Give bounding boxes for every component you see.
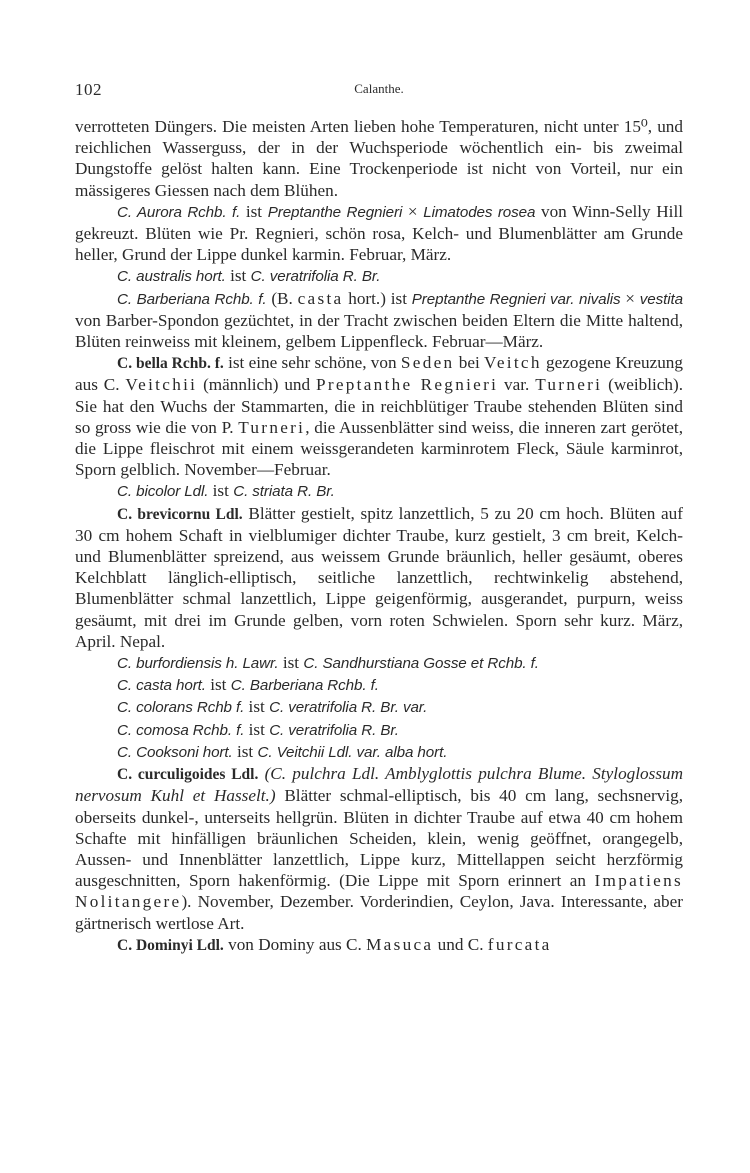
species-name: C. australis hort. [117, 268, 226, 286]
entry-c-aurora: C. Aurora Rchb. f. ist Preptanthe Regnieri × Limatodes rosea von Winn-Selly Hill gekreuzt. Blüten wie Pr. Regnieri, schön rosa, Kelch- und Blumenblätter am Grunde heller, Grund der Lippe dunkel karmin. Februar, März. [75, 201, 684, 265]
entry-c-comosa: C. comosa Rchb. f. ist C. veratrifolia R. Br. [117, 719, 399, 739]
hybrid-parent: Preptanthe Regnieri [267, 203, 403, 221]
synonym-list: (C. pulchra Ldl. Amblyglottis pulchra Blume. Styloglossum nervosum Kuhl et Hasselt.) [75, 764, 684, 806]
paragraph-continuation: verrotteten Düngers. Die meisten Arten lieben hohe Temperaturen, nicht unter 15⁰, und reichlichen Wasserguss, der in der Wuchsperiode wöchentlich ein- bis zweimal Dungstoffe gelöst halten kann. Eine Trockenperiode ist nicht von Vorteil, nur ein mässigeres Giessen nach dem Blühen. [75, 117, 683, 200]
page-body [75, 116, 683, 956]
species-name: C. Aurora Rchb. f. [117, 203, 241, 221]
hybrid-parent: vestita [639, 290, 683, 308]
species-name: C. Barberiana Rchb. f. [117, 290, 267, 308]
synonym-target: C. veratrifolia R. Br. [250, 268, 381, 286]
entry-c-casta: C. casta hort. ist C. Barberiana Rchb. f. [117, 675, 379, 695]
synonym-target: C. veratrifolia R. Br. [269, 721, 399, 739]
hybrid-parent: Limatodes rosea [423, 203, 536, 221]
entry-c-bicolor: C. bicolor Ldl. ist C. striata R. Br. [117, 481, 335, 501]
entry-c-australis: C. australis hort. ist C. veratrifolia R. Br. [117, 266, 381, 286]
hybrid-parent: Preptanthe Regnieri var. nivalis [411, 290, 621, 308]
entry-c-cooksoni: C. Cooksoni hort. ist C. Veitchii Ldl. var. alba hort. [117, 741, 448, 761]
hybrid-cross-symbol: × [402, 201, 424, 221]
page-number: 102 [75, 80, 102, 99]
species-name: C. brevicornu Ldl. [117, 505, 243, 523]
entry-c-burfordiensis: C. burfordiensis h. Lawr. ist C. Sandhurstiana Gosse et Rchb. f. [117, 653, 539, 673]
species-name: C. casta hort. [117, 677, 206, 695]
entry-c-barberiana: C. Barberiana Rchb. f. (B. casta hort.) ist Preptanthe Regnieri var. nivalis × vestita von Barber-Spondon gezüchtet, in der Tracht zwischen beiden Eltern die Mitte haltend, Blüten reinweiss mit kleinem, gelbem Lippenfleck. Februar—März. [75, 288, 683, 352]
synonym-target: C. veratrifolia R. Br. var. [269, 699, 428, 717]
species-name: C. comosa Rchb. f. [117, 721, 245, 739]
species-name: C. Cooksoni hort. [117, 743, 233, 761]
page-header [75, 80, 683, 102]
entry-c-curculigoides: C. curculigoides Ldl. (C. pulchra Ldl. Amblyglottis pulchra Blume. Styloglossum nervosum Kuhl et Hasselt.) Blätter schmal-elliptisch, bis 40 cm lang, sechsnervig, oberseits dunkel-, unterseits hellgrün. Blüten in dichter Traube auf etwa 40 cm hohem Schafte mit hinfälligen bräunlichen Scheiden, klein, wenig geöffnet, orangegelb, Aussen- und Innenblätter lanzettlich, Lippe kurz, Mittellappen seicht herzförmig ausgeschnitten, Sporn hakenförmig. (Die Lippe mit Sporn erinnert an Impatiens Nolitangere). November, Dezember. Vorderindien, Ceylon, Java. Interessante, aber gärtnerisch wertlose Art. [75, 764, 684, 933]
entry-c-bella: C. bella Rchb. f. ist eine sehr schöne, von Seden bei Veitch gezogene Kreuzung aus C. Veitchii (männlich) und Preptanthe Regnieri var. Turneri (weiblich). Sie hat den Wuchs der Stammarten, die in reichblütiger Traube stehenden Blüten sind so gross wie die von P. Turneri, die Aussenblätter sind weiss, die inneren zart gerötet, die Lippe fleischrot mit einem weissgerandeten karminrotem Fleck, Säule karminrot, Sporn gelblich. November—Februar. [75, 353, 684, 480]
synonym-target: C. striata R. Br. [233, 483, 335, 501]
species-name: C. Dominyi Ldl. [117, 936, 224, 954]
person-name: Veitch [484, 353, 542, 373]
species-name: C. colorans Rchb f. [117, 699, 245, 717]
species-name: C. bicolor Ldl. [117, 483, 209, 501]
running-head: Calanthe. [354, 81, 404, 96]
entry-c-brevicornu: C. brevicornu Ldl. Blätter gestielt, spitz lanzettlich, 5 zu 20 cm hoch. Blüten auf 30 cm hohem Schaft in vielblumiger dichter Traube, kurz gestielt, 3 cm breit, Kelch- und Blumenblätter spreizend, aus weissem Grunde bräunlich, heller gesäumt, oberes Kelchblatt länglich-elliptisch, seitliche lanzettlich, rechtwinkelig abstehend, Blumenblätter schmal lanzettlich, Lippe geigenförmig, ausgerandet, purpurn, weiss gesäumt, mit drei im Grunde gelben, vorn roten Schwielen. Sporn sehr kurz. März, April. Nepal. [75, 503, 683, 651]
synonym-target: C. Veitchii Ldl. var. alba hort. [257, 743, 448, 761]
entry-c-colorans: C. colorans Rchb f. ist C. veratrifolia R. Br. var. [117, 697, 428, 717]
entry-c-dominyi: C. Dominyi Ldl. von Dominy aus C. Masuca und C. furcata [117, 934, 552, 954]
hybrid-cross-symbol: × [620, 288, 640, 308]
synonym-target: C. Barberiana Rchb. f. [230, 677, 379, 695]
species-name: C. bella Rchb. f. [117, 355, 224, 373]
person-name: Seden [400, 353, 455, 373]
species-name: C. curculigoides Ldl. [117, 766, 259, 784]
synonym-target: C. Sandhurstiana Gosse et Rchb. f. [303, 655, 539, 673]
species-name: C. burfordiensis h. Lawr. [117, 655, 279, 673]
